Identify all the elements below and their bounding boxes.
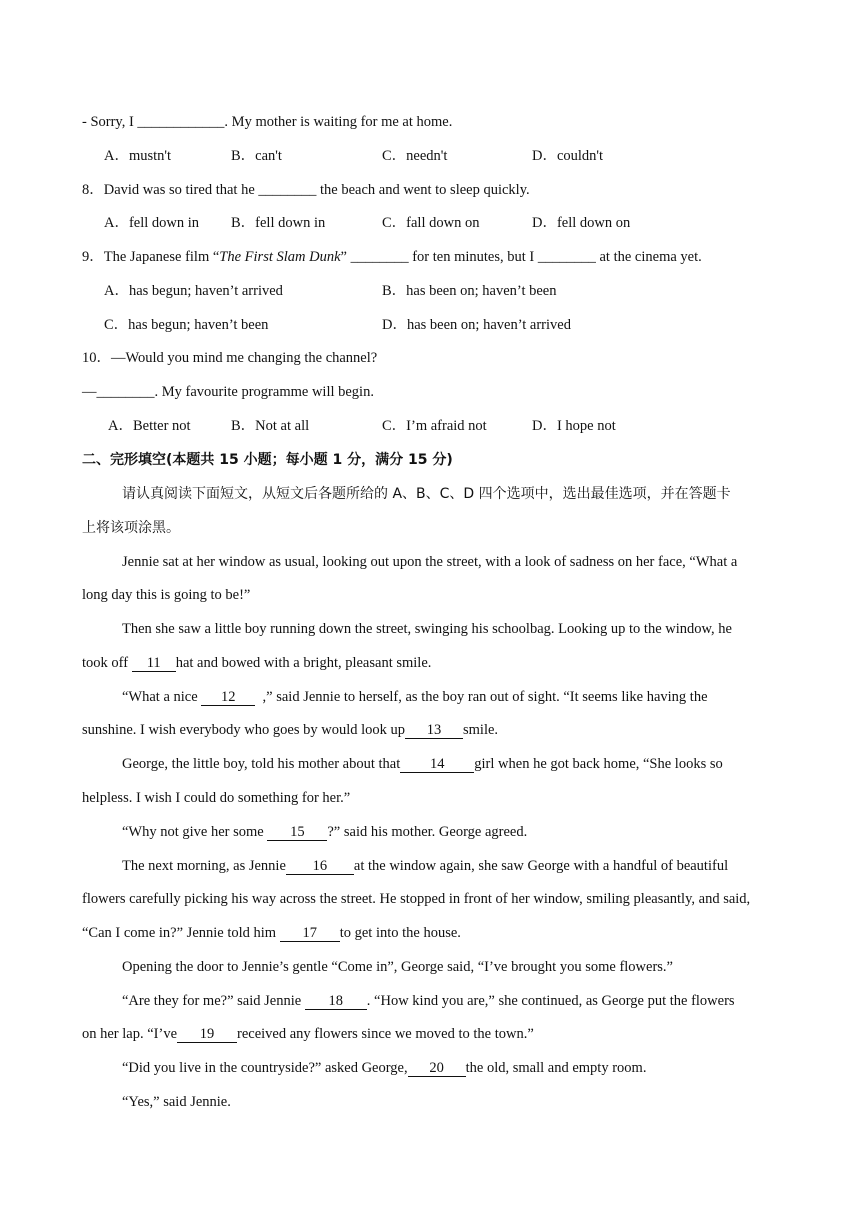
text: sunshine. I wish everybody who goes by would look up — [82, 722, 406, 738]
paragraph-1-line-1 — [122, 552, 784, 572]
question-10-reply: —________. My favourite programme will begin. — [82, 384, 374, 400]
option-c[interactable]: C．fall down on — [382, 215, 480, 231]
paragraph-3-line-2 — [82, 720, 498, 740]
paragraph-8-line-1 — [122, 991, 735, 1011]
question-8: 8．David was so tired that he ________ the beach and went to sleep quickly. — [82, 182, 530, 198]
section-heading: 二、完形填空(本题共 15 小题；每小题 1 分，满分 15 分) — [82, 452, 453, 468]
blank-16[interactable]: 16 — [286, 859, 354, 875]
blank-11[interactable]: 11 — [132, 656, 176, 672]
text: the old, small and empty room. — [465, 1060, 647, 1076]
paragraph-5 — [122, 822, 527, 842]
blank-14[interactable]: 14 — [400, 757, 474, 773]
option-a[interactable]: A．has begun; haven’t arrived — [104, 283, 283, 299]
text: received any flowers since we moved to the town.” — [237, 1026, 534, 1042]
option-d[interactable]: D．fell down on — [532, 215, 631, 231]
paragraph-6-line-1 — [122, 856, 728, 876]
blank-15[interactable]: 15 — [267, 825, 327, 841]
blank-20[interactable]: 20 — [408, 1061, 466, 1077]
blank-12[interactable]: 12 — [201, 690, 255, 706]
option-c[interactable]: C．I’m afraid not — [382, 418, 487, 434]
text: “Can I come in?” Jennie told him — [82, 925, 280, 941]
paragraph-7: Opening the door to Jennie’s gentle “Come in”, George said, “I’ve brought you some flowers.” — [122, 959, 673, 975]
option-a[interactable]: A．Better not — [108, 418, 191, 434]
option-b[interactable]: B．Not at all — [231, 418, 310, 434]
option-d[interactable]: D．I hope not — [532, 418, 616, 434]
paragraph-2-line-2 — [82, 653, 431, 673]
instruction-line-1: 请认真阅读下面短文，从短文后各题所给的 A、B、C、D 四个选项中，选出最佳选项，并在答题卡 — [122, 486, 731, 502]
option-d[interactable]: D．couldn't — [532, 148, 604, 164]
text: Jennie sat at her window as usual, looking out upon the street, with a look of sadness on her face, “What a — [122, 554, 738, 570]
paragraph-2-line-1: Then she saw a little boy running down the street, swinging his schoolbag. Looking up to the window, he — [122, 621, 732, 637]
paragraph-9 — [122, 1058, 646, 1078]
paragraph-8-line-2 — [82, 1024, 534, 1044]
option-d[interactable]: D．has been on; haven’t arrived — [382, 317, 571, 333]
text: “Why not give her some — [122, 824, 268, 840]
option-b[interactable]: B．has been on; haven’t been — [382, 283, 557, 299]
text: to get into the house. — [339, 925, 461, 941]
option-b[interactable]: B．fell down in — [231, 215, 326, 231]
text: “What a nice — [122, 689, 202, 705]
text: ?” said his mother. George agreed. — [327, 824, 528, 840]
option-b[interactable]: B．can't — [231, 148, 282, 164]
option-a[interactable]: A．mustn't — [104, 148, 172, 164]
blank-17[interactable]: 17 — [280, 926, 340, 942]
paragraph-1-line-2: long day this is going to be!” — [82, 587, 251, 603]
question-9-text-a: 9．The Japanese film “ — [82, 249, 220, 265]
text: “Did you live in the countryside?” asked George, — [122, 1060, 408, 1076]
paragraph-6-line-3 — [82, 923, 461, 943]
question-9-text-b: ” ________ for ten minutes, but I ________ at the cinema yet. — [340, 249, 702, 265]
text: . “How kind you are,” she continued, as George put the flowers — [366, 993, 735, 1009]
film-title: The First Slam Dunk — [219, 249, 341, 265]
text: took off — [82, 655, 132, 671]
text: hat and bowed with a bright, pleasant smile. — [175, 655, 432, 671]
text: on her lap. “I’ve — [82, 1026, 178, 1042]
text: “Are they for me?” said Jennie — [122, 993, 305, 1009]
instruction-line-2: 上将该项涂黑。 — [82, 520, 180, 536]
text: ,” said Jennie to herself, as the boy ran out of sight. “It seems like having the — [262, 689, 708, 705]
blank-18[interactable]: 18 — [305, 994, 367, 1010]
text: The next morning, as Jennie — [122, 858, 286, 874]
paragraph-4-line-1 — [122, 754, 723, 774]
paragraph-3-line-1 — [122, 687, 708, 707]
paragraph-10: “Yes,” said Jennie. — [122, 1094, 231, 1110]
text: at the window again, she saw George with a handful of beautiful — [353, 858, 729, 874]
question-7-answer-line: - Sorry, I ____________. My mother is waiting for me at home. — [82, 114, 453, 130]
text: George, the little boy, told his mother about that — [122, 756, 401, 772]
question-10: 10．—Would you mind me changing the channel? — [82, 350, 378, 366]
option-c[interactable]: C．has begun; haven’t been — [104, 317, 269, 333]
text: smile. — [463, 722, 499, 738]
paragraph-4-line-2: helpless. I wish I could do something for her.” — [82, 790, 351, 806]
paragraph-6-line-2: flowers carefully picking his way across the street. He stopped in front of her window, smiling pleasantly, and said, — [82, 891, 751, 907]
blank-13[interactable]: 13 — [405, 723, 463, 739]
option-a[interactable]: A．fell down in — [104, 215, 200, 231]
text: girl when he got back home, “She looks so — [474, 756, 723, 772]
blank-19[interactable]: 19 — [177, 1027, 237, 1043]
option-c[interactable]: C．needn't — [382, 148, 448, 164]
question-9 — [82, 247, 702, 267]
